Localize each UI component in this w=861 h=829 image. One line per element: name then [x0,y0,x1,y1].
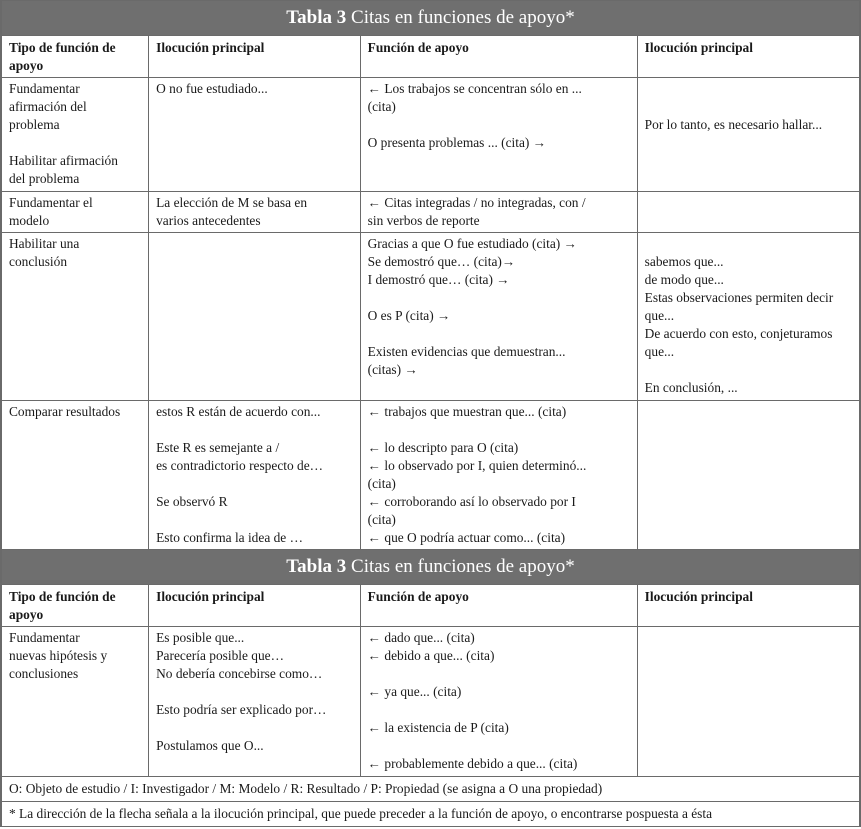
table-cell-col1 [2,233,149,401]
cell-gap [156,511,354,529]
cell-line: Gracias a que O fue estudiado (cita) → [367,236,577,251]
citation-table [1,0,860,827]
cell-line: Esto podría ser explicado por… [156,702,327,717]
cell-line: Habilitar una [9,236,80,251]
cell-line: I demostró que… (cita) → [367,272,510,287]
table-cell-col3 [360,78,637,192]
cell-line: ← lo descripto para O (cita) [367,440,519,455]
cell-line: (cita) [367,512,396,527]
cell-gap [645,80,853,98]
cell-line: Habilitar afirmación [9,153,118,168]
cell-gap [156,719,354,737]
cell-line: estos R están de acuerdo con... [156,404,321,419]
table-row [2,78,860,192]
cell-line: ← la existencia de P (cita) [367,720,509,735]
cell-gap [368,116,631,134]
cell-gap [645,235,853,253]
cell-line: varios antecedentes [156,213,261,228]
footnote-row-cell: * La dirección de la flecha señala a la ilocución principal, que puede preceder a la función de apoyo, o encontrarse pospuesta a ésta [2,802,860,827]
table-cell-col2 [149,627,361,777]
header-ilocucion-principal-1: Ilocución principal [149,36,361,78]
cell-line: Estas observaciones permiten decir [644,290,834,305]
cell-line: ← ya que... (cita) [367,684,462,699]
table-row [2,627,860,777]
cell-line: O no fue estudiado... [156,81,268,96]
cell-line: Es posible que... [156,630,245,645]
cell-line: sabemos que... [644,254,724,269]
table-caption-repeat [2,550,860,585]
table-cell-col1 [2,401,149,550]
table-cell-col1 [2,78,149,192]
header-cell-2: Ilocución principal [149,585,361,627]
table-cell-col2 [149,78,361,192]
cell-line: es contradictorio respecto de… [156,458,324,473]
cell-gap [156,683,354,701]
cell-line: de modo que... [644,272,724,287]
cell-line: Esto confirma la idea de … [156,530,303,545]
cell-line: ← Los trabajos se concentran sólo en ... [367,81,582,96]
cell-line: que... [644,308,675,323]
cell-line: afirmación del [9,99,87,114]
cell-line: ← probablemente debido a que... (cita) [367,756,578,771]
table-cell-col3 [360,233,637,401]
cell-gap [368,325,631,343]
header-cell-1: Tipo de función de apoyo [2,585,149,627]
cell-line: modelo [9,213,50,228]
cell-line: Fundamentar [9,630,80,645]
cell-line: Existen evidencias que demuestran... [367,344,566,359]
cell-line: ← trabajos que muestran que... (cita) [367,404,567,419]
table-cell-col4 [637,233,859,401]
cell-gap [645,98,853,116]
header-cell-3: Función de apoyo [360,585,637,627]
cell-gap [368,665,631,683]
cell-gap [368,421,631,439]
cell-line: ← Citas integradas / no integradas, con / [367,195,586,210]
table-header-row [2,36,860,78]
cell-line: En conclusión, ... [644,380,738,395]
table-cell-col1 [2,627,149,777]
table-cell-col4 [637,401,859,550]
table-cell-col4 [637,78,859,192]
caption-cell [2,550,860,585]
cell-line: ← debido a que... (cita) [367,648,495,663]
cell-line: nuevas hipótesis y [9,648,108,663]
table-cell-col2 [149,401,361,550]
cell-line: (cita) [367,99,396,114]
header-ilocucion-principal-2: Ilocución principal [637,36,859,78]
cell-line: conclusiones [9,666,79,681]
cell-line: ← dado que... (cita) [367,630,475,645]
cell-line: sin verbos de reporte [367,213,480,228]
caption-number: Tabla 3 [286,556,347,577]
header-cell-4: Ilocución principal [637,585,859,627]
table-caption-top [2,1,860,36]
cell-line: ← corroborando así lo observado por I [367,494,576,509]
cell-line: Parecería posible que… [156,648,285,663]
cell-gap [156,475,354,493]
caption-text: Citas en funciones de apoyo* [346,556,575,577]
cell-line: (cita) [367,476,396,491]
cell-line: ← lo observado por I, quien determinó... [367,458,587,473]
cell-line: O es P (cita) → [367,308,451,323]
header-tipo-funcion: Tipo de función de apoyo [2,36,149,78]
cell-line: Por lo tanto, es necesario hallar... [644,117,823,132]
cell-line: ← que O podría actuar como... (cita) [367,530,566,545]
cell-line: Fundamentar [9,81,80,96]
legend-row [2,777,860,802]
cell-line: La elección de M se basa en [156,195,308,210]
legend-row-cell: O: Objeto de estudio / I: Investigador / M: Modelo / R: Resultado / P: Propiedad (se asigna a O una propiedad) [2,777,860,802]
cell-gap [9,134,142,152]
table-row [2,401,860,550]
cell-gap [156,421,354,439]
cell-gap [368,737,631,755]
cell-gap [368,289,631,307]
cell-line: problema [9,117,60,132]
table-row [2,233,860,401]
table-cell-col1 [2,192,149,233]
table-cell-col4 [637,192,859,233]
table-header-row-repeat [2,585,860,627]
table-cell-col2 [149,192,361,233]
header-funcion-apoyo: Función de apoyo [360,36,637,78]
cell-line: Comparar resultados [9,404,121,419]
footnote-row [2,802,860,827]
cell-line: del problema [9,171,80,186]
table-cell-col4 [637,627,859,777]
cell-line: conclusión [9,254,68,269]
caption-number: Tabla 3 [286,7,347,28]
cell-line: No debería concebirse como… [156,666,323,681]
cell-line: Este R es semejante a / [156,440,280,455]
cell-line: Postulamos que O... [156,738,264,753]
cell-line: Se observó R [156,494,228,509]
cell-gap [368,701,631,719]
cell-line: O presenta problemas ... (cita) → [367,135,547,150]
cell-line: Fundamentar el [9,195,93,210]
cell-line: que... [644,344,675,359]
cell-line: De acuerdo con esto, conjeturamos [644,326,833,341]
caption-text: Citas en funciones de apoyo* [346,7,575,28]
cell-line: (citas) → [367,362,418,377]
cell-line: Se demostró que… (cita)→ [367,254,516,269]
table-cell-col3 [360,401,637,550]
table-cell-col3 [360,192,637,233]
table-cell-col3 [360,627,637,777]
cell-gap [645,361,853,379]
table-cell-col2 [149,233,361,401]
table-row [2,192,860,233]
